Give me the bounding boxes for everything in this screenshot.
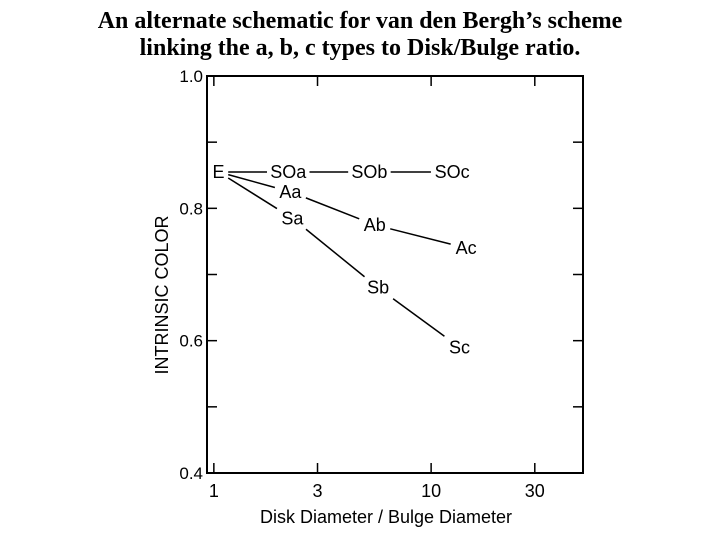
point-label-e: E <box>212 161 225 182</box>
axis-ticks <box>207 76 583 473</box>
plot-frame <box>207 76 583 473</box>
y-tick-label: 1.0 <box>179 67 203 86</box>
series-1-segment <box>390 229 450 244</box>
y-tick-label: 0.8 <box>179 199 203 219</box>
point-label-aa: Aa <box>279 181 302 202</box>
series-2-segment <box>228 178 277 209</box>
series-1-segment <box>228 175 275 188</box>
series-lines <box>228 172 450 336</box>
y-tick-label: 0.6 <box>179 331 203 351</box>
axis-tick-labels <box>179 67 544 501</box>
point-label-soc: SOc <box>434 161 470 182</box>
x-tick-label: 1 <box>208 481 219 501</box>
x-axis-label: Disk Diameter / Bulge Diameter <box>259 507 513 527</box>
x-tick-label: 3 <box>312 481 323 501</box>
slide-title-line-1: An alternate schematic for van den Bergh’s scheme <box>97 8 623 34</box>
y-axis-label: INTRINSIC COLOR <box>152 215 172 375</box>
point-label-sb: Sb <box>367 277 390 298</box>
point-label-sob: SOb <box>351 161 388 182</box>
y-tick-label: 0.4 <box>179 464 203 483</box>
x-tick-label: 10 <box>421 481 442 501</box>
point-label-soa: SOa <box>270 161 307 182</box>
series-2-segment <box>393 299 444 337</box>
point-label-ab: Ab <box>363 214 386 235</box>
series-1-segment <box>306 198 359 219</box>
series-2-segment <box>306 229 365 276</box>
point-label-sc: Sc <box>448 337 470 358</box>
point-label-ac: Ac <box>455 238 477 259</box>
slide-title-line-2: linking the a, b, c types to Disk/Bulge ratio. <box>139 35 581 61</box>
x-tick-label: 30 <box>524 481 545 501</box>
point-label-sa: Sa <box>281 208 304 229</box>
